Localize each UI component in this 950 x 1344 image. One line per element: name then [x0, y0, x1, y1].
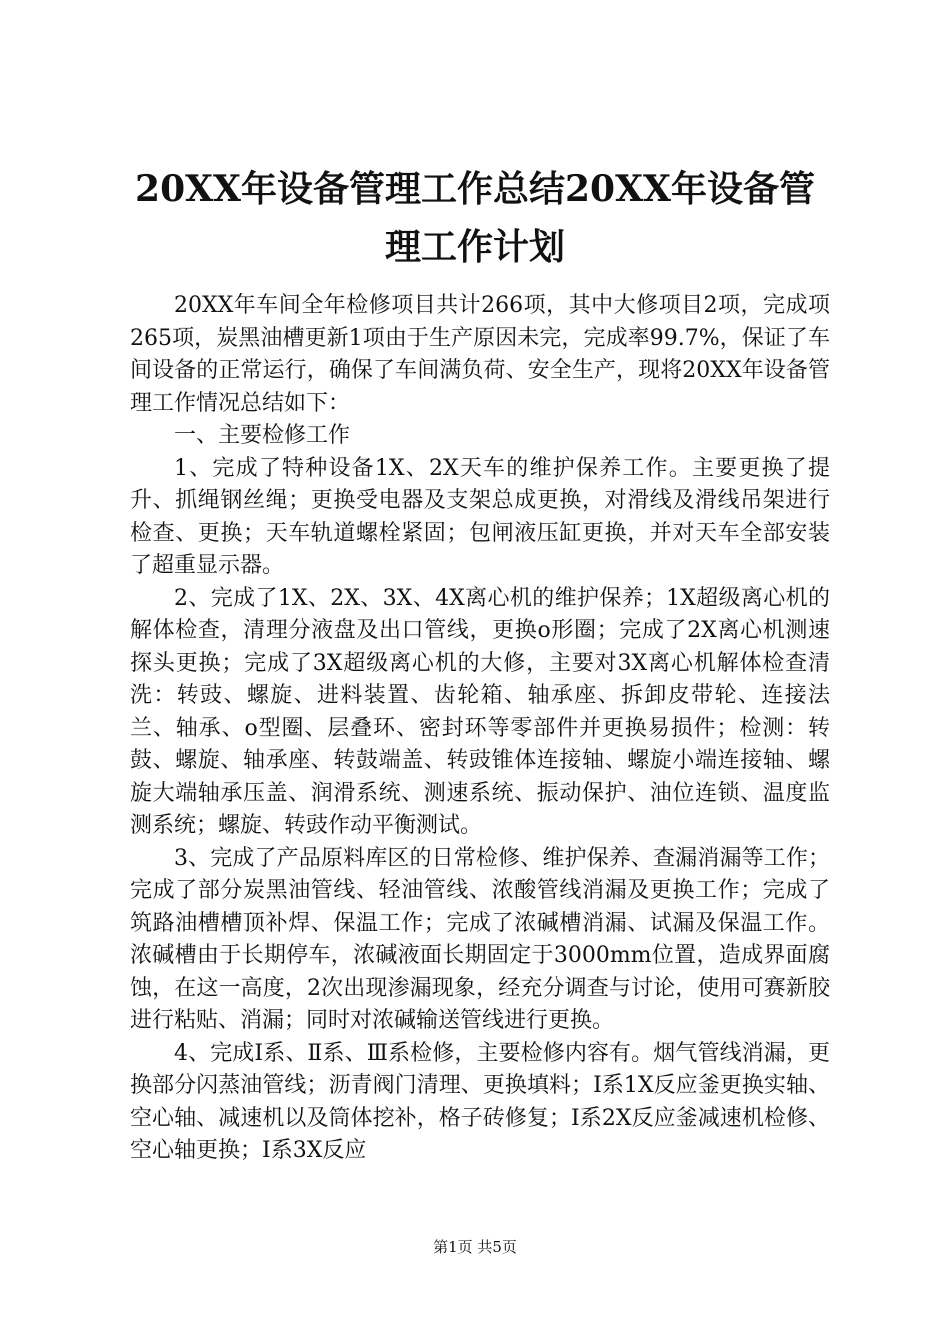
document-body — [130, 290, 830, 1168]
paragraph-item-4: 4、完成Ⅰ系、Ⅱ系、Ⅲ系检修，主要检修内容有。烟气管线消漏，更换部分闪蒸油管线；沥青阀门清理、更换填料；Ⅰ系1X反应釜更换实轴、空心轴、减速机以及筒体挖补，格子砖修复；Ⅰ系2X反应釜减速机检修、空心轴更换；Ⅰ系3X反应 — [130, 1040, 830, 1163]
paragraph-intro: 20XX年车间全年检修项目共计266项，其中大修项目2项，完成项265项，炭黑油槽更新1项由于生产原因未完，完成率99.7%，保证了车间设备的正常运行，确保了车间满负荷、安全生产，现将20XX年设备管理工作情况总结如下： — [130, 293, 830, 416]
paragraph-item-3: 3、完成了产品原料库区的日常检修、维护保养、查漏消漏等工作；完成了部分炭黑油管线、轻油管线、浓酸管线消漏及更换工作；完成了筑路油槽槽顶补焊、保温工作；完成了浓碱槽消漏、试漏及保温工作。浓碱槽由于长期停车，浓碱液面长期固定于3000mm位置，造成界面腐蚀，在这一高度，2次出现渗漏现象，经充分调查与讨论，使用可赛新胶进行粘贴、消漏；同时对浓碱输送管线进行更换。 — [130, 845, 830, 1033]
paragraph-item-1: 1、完成了特种设备1X、2X天车的维护保养工作。主要更换了提升、抓绳钢丝绳；更换受电器及支架总成更换，对滑线及滑线吊架进行检查、更换；天车轨道螺栓紧固；包闸液压缸更换，并对天车全部安装了超重显示器。 — [130, 455, 830, 578]
section-heading: 一、主要检修工作 — [174, 423, 351, 448]
document-title: 20XX年设备管理工作总结20XX年设备管理工作计划 — [135, 168, 815, 268]
paragraph-item-2: 2、完成了1X、2X、3X、4X离心机的维护保养；1X超级离心机的解体检查，清理分液盘及出口管线，更换o形圈；完成了2X离心机测速探头更换；完成了3X超级离心机的大修，主要对3X离心机解体检查清洗：转豉、螺旋、进料装置、齿轮箱、轴承座、拆卸皮带轮、连接法兰、轴承、o型圈、层叠环、密封环等零部件并更换易损件；检测：转鼓、螺旋、轴承座、转鼓端盖、转豉锥体连接轴、螺旋小端连接轴、螺旋大端轴承压盖、润滑系统、测速系统、振动保护、油位连锁、温度监测系统；螺旋、转豉作动平衡测试。 — [130, 585, 830, 838]
page-footer: 第1页 共5页 — [433, 1238, 517, 1256]
